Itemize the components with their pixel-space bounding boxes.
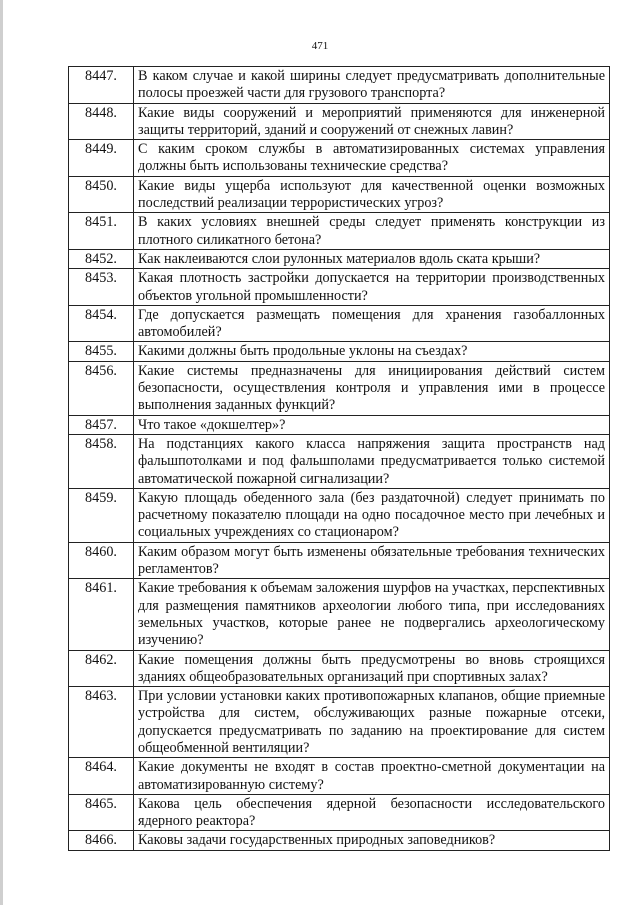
question-text: Каковы задачи государственных природных заповедников? xyxy=(134,831,610,850)
table-row xyxy=(69,249,610,268)
question-text: В каких условиях внешней среды следует применять конструкции из плотного силикатного бетона? xyxy=(134,213,610,250)
table-row xyxy=(69,579,610,650)
question-number: 8450. xyxy=(69,176,134,213)
question-text: Какова цель обеспечения ядерной безопасности исследовательского ядерного реактора? xyxy=(134,794,610,831)
question-text: Какие виды ущерба используют для качественной оценки возможных последствий реализации террористических угроз? xyxy=(134,176,610,213)
question-text: Как наклеиваются слои рулонных материалов вдоль ската крыши? xyxy=(134,249,610,268)
question-number: 8454. xyxy=(69,305,134,342)
question-number: 8455. xyxy=(69,342,134,361)
question-number: 8466. xyxy=(69,831,134,850)
question-text: Какие системы предназначены для инициирования действий систем безопасности, осуществления контроля и управления ими в процессе выполнения заданных функций? xyxy=(134,361,610,415)
question-number: 8461. xyxy=(69,579,134,650)
table-row xyxy=(69,103,610,140)
table-row xyxy=(69,361,610,415)
question-number: 8453. xyxy=(69,269,134,306)
table-row xyxy=(69,269,610,306)
table-row xyxy=(69,305,610,342)
question-text: В каком случае и какой ширины следует предусматривать дополнительные полосы проезжей части для грузового транспорта? xyxy=(134,67,610,104)
question-text: Какая плотность застройки допускается на территории производственных объектов угольной промышленности? xyxy=(134,269,610,306)
question-number: 8458. xyxy=(69,434,134,488)
questions-table xyxy=(68,66,610,851)
question-number: 8464. xyxy=(69,758,134,795)
table-row xyxy=(69,213,610,250)
question-text: Что такое «докшелтер»? xyxy=(134,415,610,434)
question-text: Где допускается размещать помещения для хранения газобаллонных автомобилей? xyxy=(134,305,610,342)
question-text: Какие документы не входят в состав проектно-сметной документации на автоматизированную систему? xyxy=(134,758,610,795)
table-row xyxy=(69,176,610,213)
question-text: Какие виды сооружений и мероприятий применяются для инженерной защиты территорий, зданий и сооружений от снежных лавин? xyxy=(134,103,610,140)
table-row xyxy=(69,488,610,542)
table-row xyxy=(69,758,610,795)
question-number: 8465. xyxy=(69,794,134,831)
table-row xyxy=(69,342,610,361)
table-row xyxy=(69,140,610,177)
question-number: 8452. xyxy=(69,249,134,268)
question-number: 8457. xyxy=(69,415,134,434)
question-text: Какие помещения должны быть предусмотрены во вновь строящихся зданиях общеобразовательных организаций при спортивных залах? xyxy=(134,650,610,687)
table-row xyxy=(69,650,610,687)
page-number: 471 xyxy=(311,40,329,52)
question-number: 8459. xyxy=(69,488,134,542)
question-text: Каким образом могут быть изменены обязательные требования технических регламентов? xyxy=(134,542,610,579)
question-text: Какие требования к объемам заложения шурфов на участках, перспективных для размещения памятников археологии любого типа, при исследованиях земельных участков, которые ранее не подвергались археологическому изучению? xyxy=(134,579,610,650)
table-row xyxy=(69,415,610,434)
question-number: 8456. xyxy=(69,361,134,415)
question-number: 8462. xyxy=(69,650,134,687)
question-number: 8447. xyxy=(69,67,134,104)
table-row xyxy=(69,67,610,104)
question-number: 8463. xyxy=(69,687,134,758)
table-row xyxy=(69,831,610,850)
table-row xyxy=(69,434,610,488)
questions-table-body xyxy=(69,67,610,851)
question-text: На подстанциях какого класса напряжения защита пространств над фальшпотолками и под фальшполами предусматривается только системой автоматической пожарной сигнализации? xyxy=(134,434,610,488)
question-number: 8451. xyxy=(69,213,134,250)
table-row xyxy=(69,687,610,758)
question-text: С каким сроком службы в автоматизированных системах управления должны быть использованы технические средства? xyxy=(134,140,610,177)
table-row xyxy=(69,542,610,579)
question-text: Какую площадь обеденного зала (без раздаточной) следует принимать по расчетному показателю площади на одно посадочное место при лечебных и социальных учреждениях со стационаром? xyxy=(134,488,610,542)
question-number: 8448. xyxy=(69,103,134,140)
question-number: 8460. xyxy=(69,542,134,579)
question-text: Какими должны быть продольные уклоны на съездах? xyxy=(134,342,610,361)
table-row xyxy=(69,794,610,831)
scan-edge xyxy=(0,0,3,905)
question-text: При условии установки каких противопожарных клапанов, общие приемные устройства для систем, обслуживающих разные пожарные отсеки, допускается предусматривать по заданию на проектирование для систем общеобменной вентиляции? xyxy=(134,687,610,758)
question-number: 8449. xyxy=(69,140,134,177)
